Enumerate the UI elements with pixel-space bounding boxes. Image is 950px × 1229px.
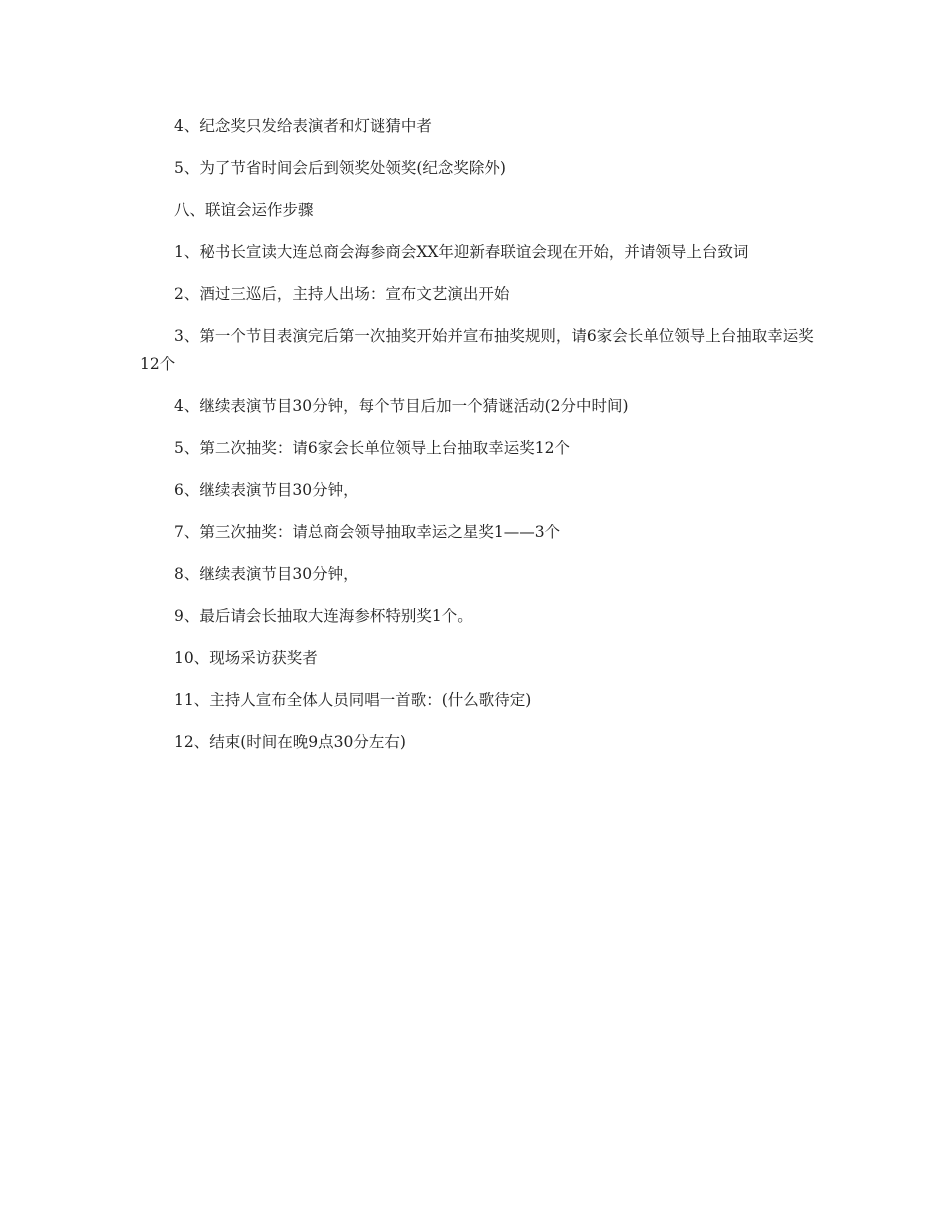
paragraph-step-9: 9、最后请会长抽取大连海参杯特别奖1个。 (174, 607, 473, 625)
paragraph-step-11: 11、主持人宣布全体人员同唱一首歌：(什么歌待定) (174, 691, 532, 709)
paragraph-step-5: 5、第二次抽奖：请6家会长单位领导上台抽取幸运奖12个 (174, 439, 570, 457)
paragraph-step-4: 4、继续表演节目30分钟，每个节目后加一个猜谜活动(2分中时间) (174, 397, 629, 415)
paragraph-step-3: 3、第一个节目表演完后第一次抽奖开始并宣布抽奖规则，请6家会长单位领导上台抽取幸运奖12个 (140, 327, 814, 373)
document-body (140, 112, 820, 770)
paragraph-step-12: 12、结束(时间在晚9点30分左右) (174, 733, 406, 751)
paragraph-step-10: 10、现场采访获奖者 (174, 649, 318, 667)
paragraph-claim-prize: 5、为了节省时间会后到领奖处领奖(纪念奖除外) (174, 159, 506, 177)
paragraph-step-8: 8、继续表演节目30分钟， (174, 565, 359, 583)
paragraph-step-2: 2、酒过三巡后，主持人出场：宣布文艺演出开始 (174, 285, 510, 303)
paragraph-step-6: 6、继续表演节目30分钟， (174, 481, 359, 499)
section-heading-steps: 八、联谊会运作步骤 (174, 201, 314, 219)
paragraph-step-1: 1、秘书长宣读大连总商会海参商会XX年迎新春联谊会现在开始，并请领导上台致词 (174, 243, 749, 261)
paragraph-award-note: 4、纪念奖只发给表演者和灯谜猜中者 (174, 117, 432, 135)
paragraph-step-7: 7、第三次抽奖：请总商会领导抽取幸运之星奖1——3个 (174, 523, 561, 541)
